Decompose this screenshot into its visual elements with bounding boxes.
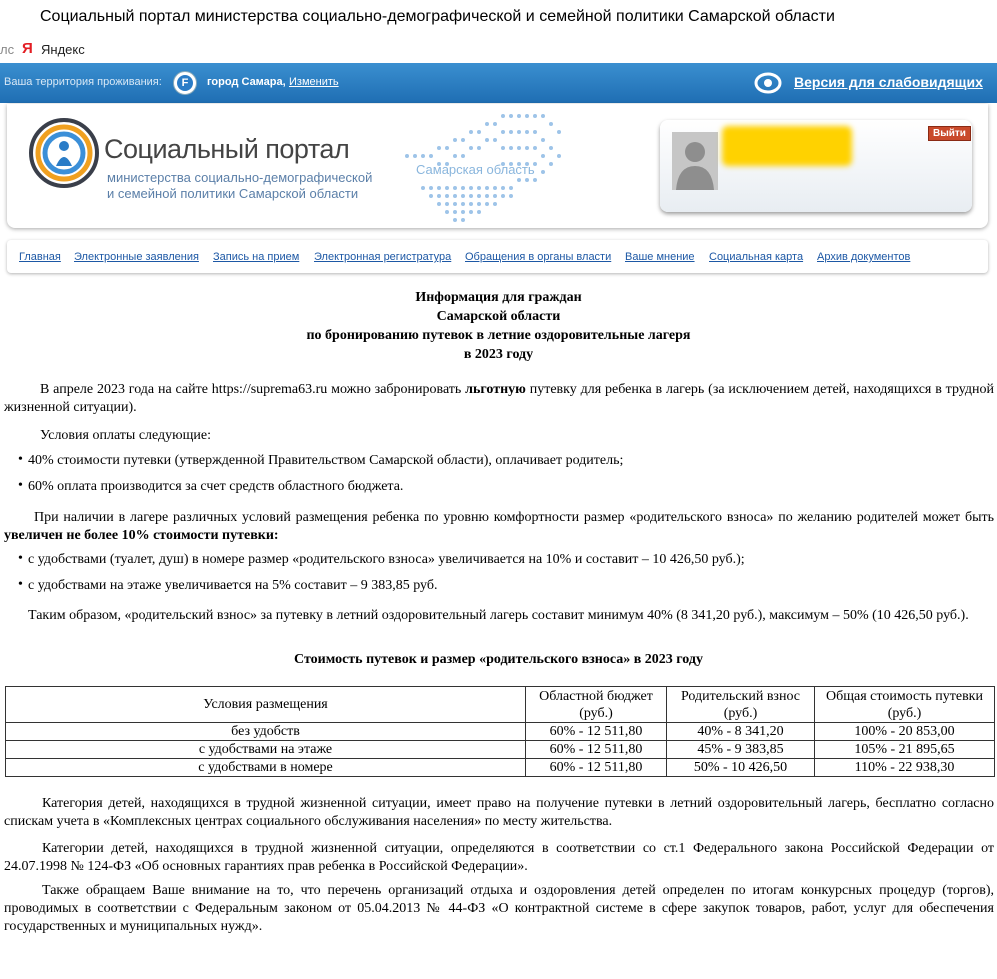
table-cell: 110% - 22 938,30	[815, 759, 995, 777]
heading-line-3: по бронированию путевок в летние оздоровительные лагеря	[306, 328, 691, 343]
eye-icon[interactable]	[754, 70, 782, 96]
paragraph-difficult-situation: Категория детей, находящихся в трудной жизненной ситуации, имеет право на получение путевки в летний оздоровительный лагерь, бесплатно согласно спискам учета в «Комплексных центрах социального обслуживания населения» по месту жительства.	[4, 796, 994, 829]
paragraph-summary: Таким образом, «родительский взнос» за путевку в летний оздоровительный лагерь составит минимум 40% (8 341,20 руб.), максимум – 50% (10 426,50 руб.).	[28, 608, 969, 623]
list-item-on-floor: • с удобствами на этаже увеличивается на 5% составит – 9 383,85 руб.	[28, 578, 438, 594]
list-item-parent-share: • 40% стоимости путевки (утвержденной Правительством Самарской области), оплачивает родитель;	[28, 453, 623, 469]
nav-item-archive[interactable]: Архив документов	[817, 251, 911, 263]
table-cell: 60% - 12 511,80	[526, 723, 667, 741]
table-row	[6, 723, 995, 741]
bookmark-yandex[interactable]: Яндекс	[41, 42, 85, 57]
table-header-row	[6, 687, 995, 723]
paragraph-booking-text-b: путевку для ребенка в лагерь (за исключением детей, находящихся в трудной жизненной ситуации).	[4, 382, 994, 415]
table-cell: 50% - 10 426,50	[667, 759, 815, 777]
yandex-icon: Я	[22, 40, 33, 57]
table-cell: 40% - 8 341,20	[667, 723, 815, 741]
table-cell: с удобствами в номере	[6, 759, 526, 777]
list-item-budget-share: • 60% оплата производится за счет средств областного бюджета.	[28, 479, 403, 495]
paragraph-comfort	[4, 509, 994, 545]
paragraph-organizations: Также обращаем Ваше внимание на то, что перечень организаций отдыха и оздоровления детей определен по итогам конкурсных процедур (торгов), проводимых в соответствии с Федеральным законом от 05.04.2013 № 44-ФЗ «О контрактной системе в сфере закупок товаров, работ, услуг для обеспечения государственных и муниципальных нужд».	[4, 883, 994, 934]
paragraph-booking-bold: льготную	[465, 382, 526, 397]
paragraph-comfort-text: При наличии в лагере различных условий размещения ребенка по уровню комфортности размер «родительского взноса» по желанию родителей может быть	[34, 510, 994, 525]
low-vision-version-link[interactable]: Версия для слабовидящих	[794, 74, 983, 90]
table-header: Общая стоимость путевки (руб.)	[815, 687, 995, 723]
territory-label: Ваша территория проживания:	[4, 76, 162, 88]
table-title: Стоимость путевок и размер «родительского взноса» в 2023 году	[294, 652, 703, 667]
user-name-redacted	[722, 126, 852, 166]
heading-line-2: Самарской области	[436, 309, 561, 324]
city-emblem-icon: F	[173, 71, 197, 95]
paragraph-categories: Категории детей, находящихся в трудной жизненной ситуации, определяются в соответствии со ст.1 Федерального закона Российской Федерации от 24.07.1998 № 124-ФЗ «Об основных гарантиях прав ребенка в Российской Федерации».	[4, 841, 994, 874]
list-item-in-room: • с удобствами (туалет, душ) в номере размер «родительского взноса» увеличивается на 10% и составит – 10 426,50 руб.);	[28, 552, 745, 568]
main-nav	[7, 240, 988, 273]
portal-title: Социальный портал	[104, 134, 350, 164]
window-title: Социальный портал министерства социально-демографической и семейной политики Самарской области	[40, 8, 835, 25]
paragraph-comfort-bold: увеличен не более 10% стоимости путевки:	[4, 528, 279, 543]
region-map-label: Самарская область	[416, 162, 535, 177]
paragraph-booking-text-a: В апреле 2023 года на сайте https://suprema63.ru можно забронировать	[40, 382, 466, 397]
table-cell: 100% - 20 853,00	[815, 723, 995, 741]
table-cell: 60% - 12 511,80	[526, 741, 667, 759]
heading-line-4: в 2023 году	[463, 347, 534, 362]
nav-item-e-applications[interactable]: Электронные заявления	[74, 251, 199, 263]
user-panel	[660, 120, 972, 212]
nav-item-home[interactable]: Главная	[19, 251, 61, 263]
table-cell: 45% - 9 383,85	[667, 741, 815, 759]
heading-line-1: Информация для граждан	[415, 290, 582, 305]
table-cell: 105% - 21 895,65	[815, 741, 995, 759]
table-cell: с удобствами на этаже	[6, 741, 526, 759]
table-header: Родительский взнос (руб.)	[667, 687, 815, 723]
paragraph-booking	[4, 381, 994, 417]
table-row	[6, 759, 995, 777]
avatar	[672, 132, 718, 190]
nav-item-appointment[interactable]: Запись на прием	[213, 251, 300, 263]
nav-item-opinion[interactable]: Ваше мнение	[625, 251, 695, 263]
change-city-link[interactable]: Изменить	[289, 76, 339, 88]
cost-table	[5, 686, 995, 777]
bookmark-cut[interactable]: лс	[0, 42, 15, 57]
table-cell: 60% - 12 511,80	[526, 759, 667, 777]
nav-item-social-card[interactable]: Социальная карта	[709, 251, 804, 263]
nav-item-e-registry[interactable]: Электронная регистратура	[314, 251, 452, 263]
portal-logo-icon[interactable]	[29, 118, 99, 188]
logout-button[interactable]: Выйти	[928, 126, 971, 141]
site-header	[7, 104, 988, 228]
current-city: город Самара,	[207, 76, 286, 88]
top-bar	[0, 63, 997, 103]
portal-subtitle-line1: министерства социально-демографической	[107, 170, 373, 185]
nav-item-appeals[interactable]: Обращения в органы власти	[465, 251, 612, 263]
table-cell: без удобств	[6, 723, 526, 741]
table-row	[6, 741, 995, 759]
table-header: Областной бюджет (руб.)	[526, 687, 667, 723]
portal-subtitle-line2: и семейной политики Самарской области	[107, 186, 359, 201]
table-header: Условия размещения	[6, 687, 526, 723]
paragraph-payment-terms: Условия оплаты следующие:	[40, 428, 212, 443]
